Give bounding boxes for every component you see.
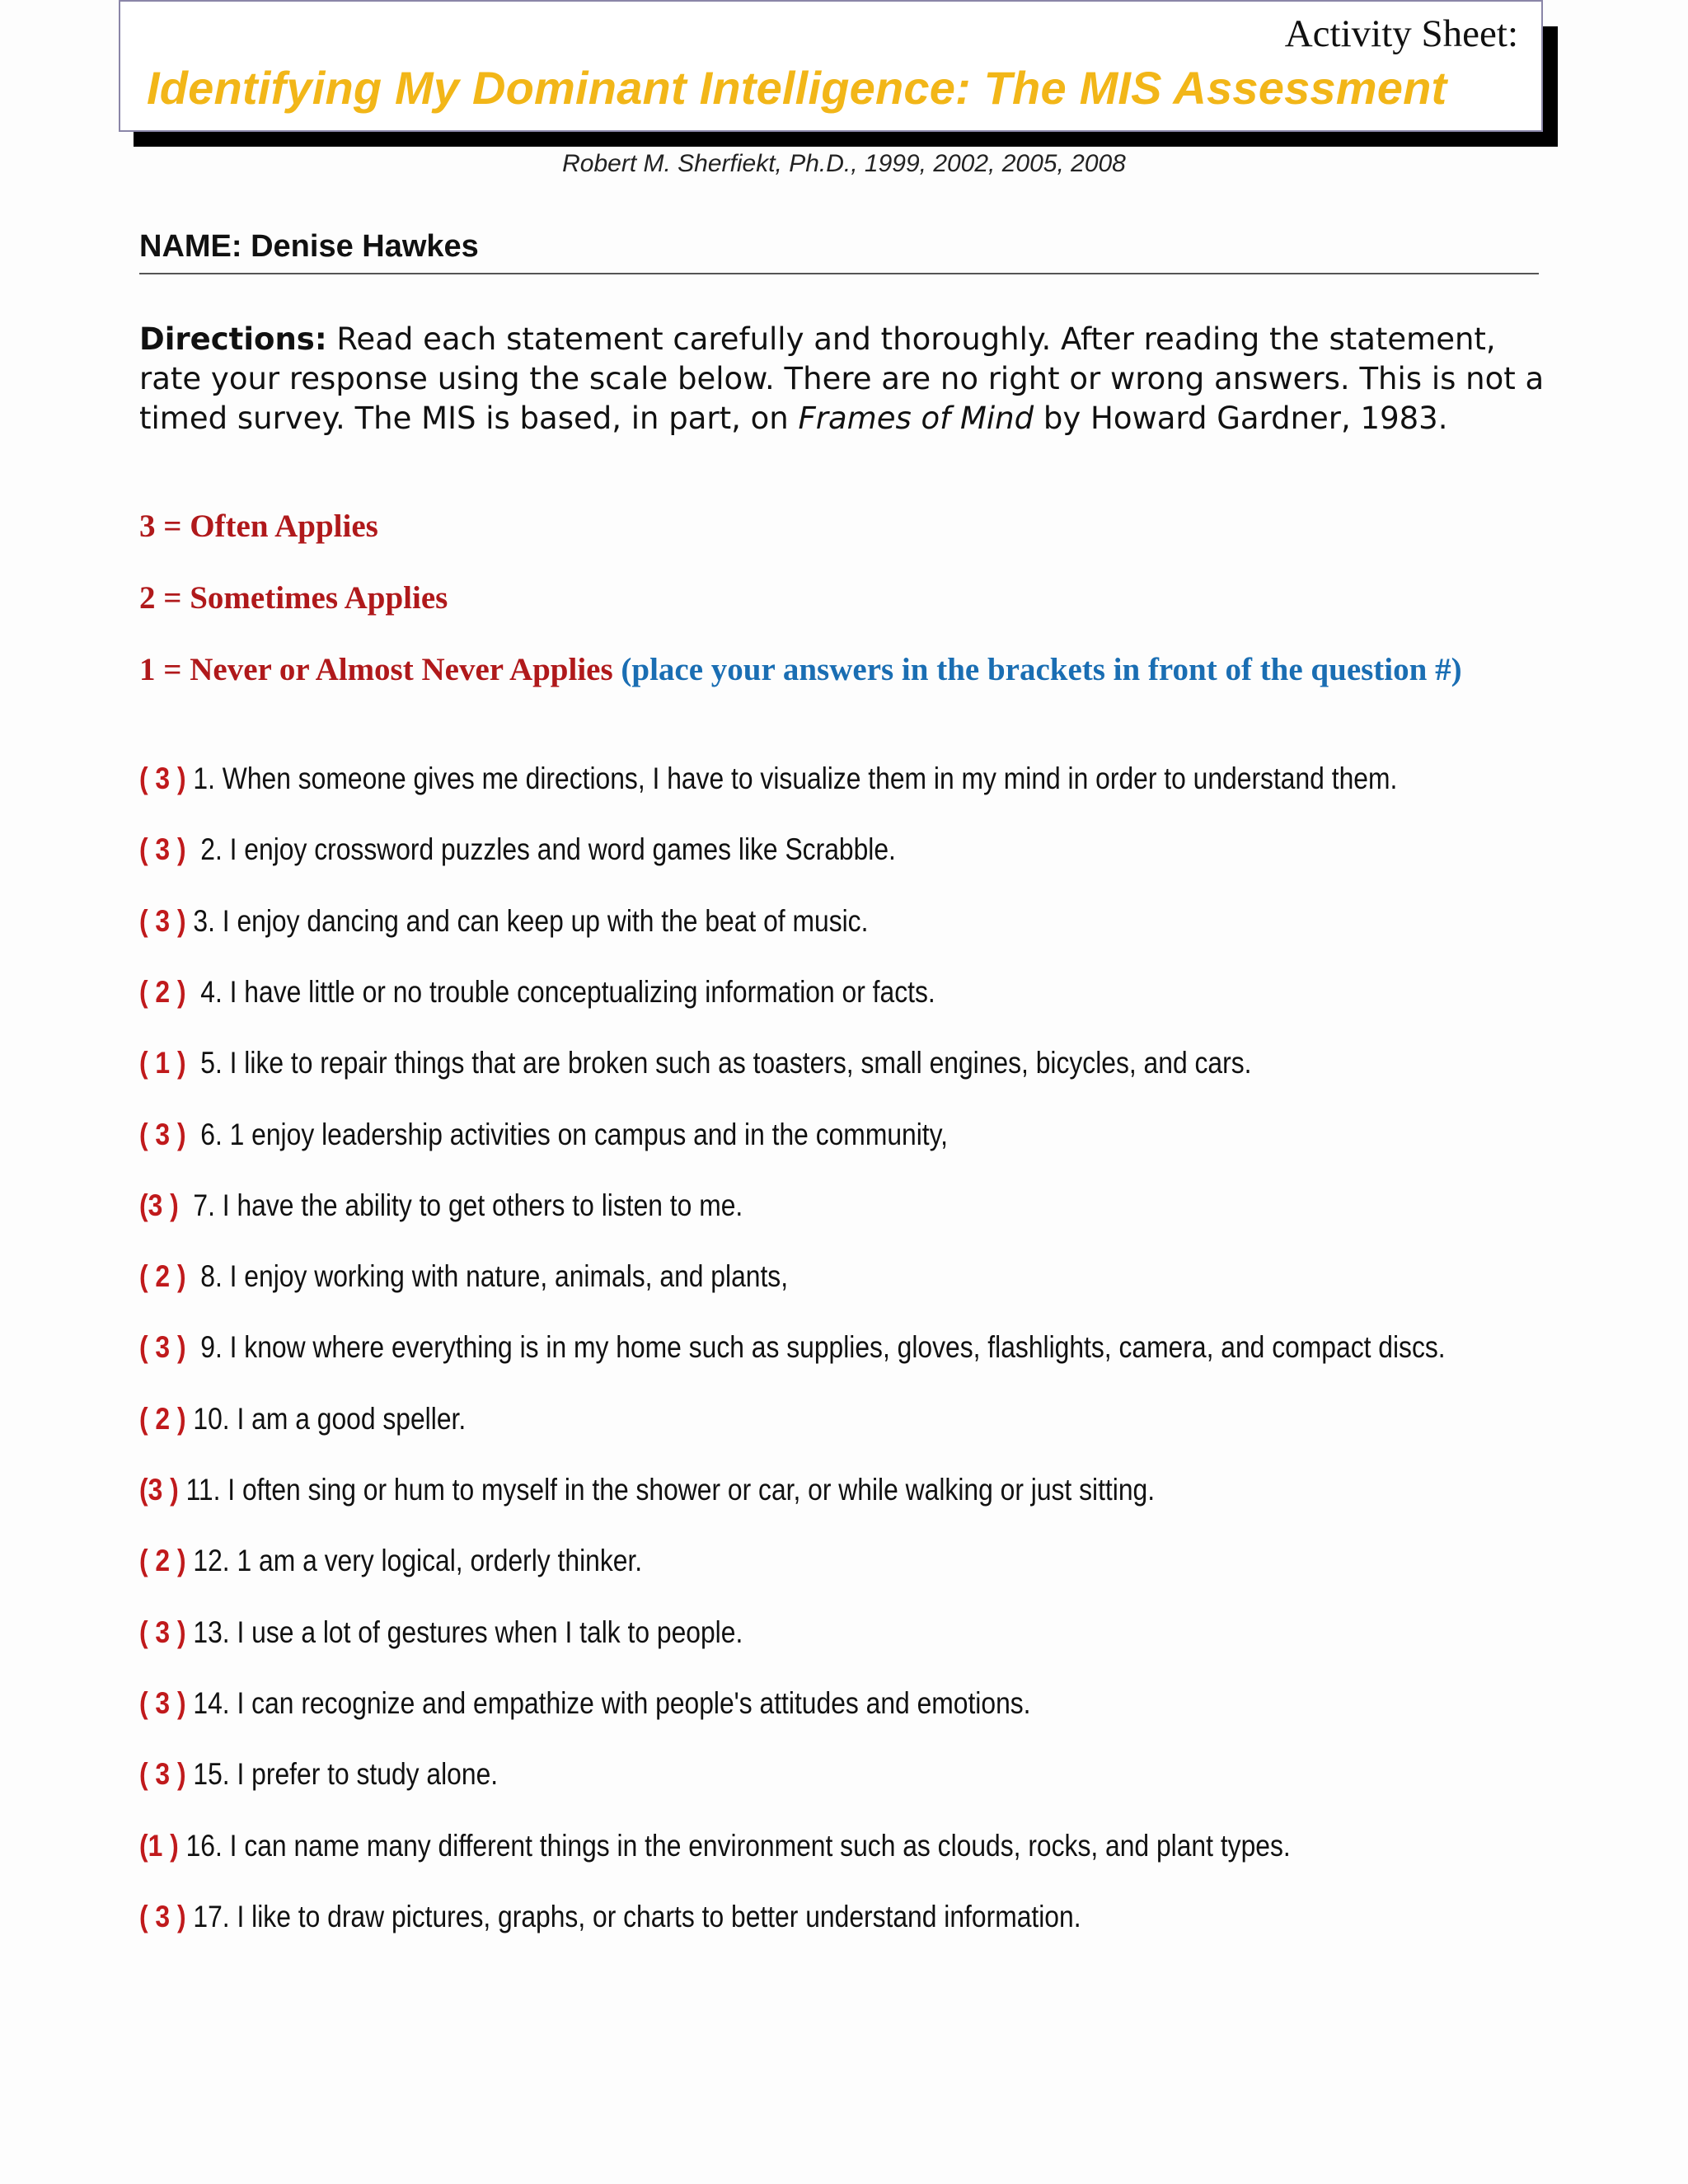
directions-label: Directions: [139, 321, 327, 357]
answer-bracket[interactable]: (3 ) [139, 1473, 179, 1507]
directions-text-1: Read each statement carefully and thoroughly. After reading the statement, rate your response using the scale below. There are no right or wrong answers. This is not a timed survey. The MIS is based, in part, on [139, 321, 1545, 436]
answer-bracket[interactable]: ( 3 ) [139, 903, 186, 938]
author-credit: Robert M. Sherfiekt, Ph.D., 1999, 2002, 2005, 2008 [562, 150, 1126, 177]
scale-often: 3 = Often Applies [139, 509, 378, 544]
directions-paragraph [139, 320, 1557, 438]
answer-bracket[interactable]: ( 3 ) [139, 762, 186, 795]
answer-bracket[interactable]: ( 3 ) [139, 1685, 186, 1720]
question-item [139, 904, 868, 939]
question-text: 11. I often sing or hum to myself in the shower or car, or while walking or just sitting. [178, 1473, 1156, 1507]
question-text: 13. I use a lot of gestures when I talk to people. [185, 1615, 743, 1649]
question-item [139, 832, 896, 867]
answer-bracket[interactable]: ( 3 ) [139, 1615, 186, 1649]
scale-note: (place your answers in the brackets in front of the question #) [621, 652, 1462, 687]
question-text: 15. I prefer to study alone. [185, 1757, 499, 1792]
question-text: 12. 1 am a very logical, orderly thinker. [185, 1544, 643, 1578]
question-text: 10. I am a good speller. [185, 1401, 467, 1436]
answer-bracket[interactable]: ( 3 ) [139, 1330, 186, 1365]
answer-bracket[interactable]: ( 1 ) [139, 1046, 186, 1080]
scale-sometimes: 2 = Sometimes Applies [139, 580, 448, 616]
question-text: 14. I can recognize and empathize with people's attitudes and emotions. [185, 1685, 1031, 1720]
question-item [139, 1330, 1446, 1365]
page-title: Identifying My Dominant Intelligence: The MIS Assessment [147, 62, 1447, 114]
answer-bracket[interactable]: ( 3 ) [139, 1757, 186, 1792]
question-item [139, 1259, 788, 1294]
directions-text-2: by Howard Gardner, 1983. [1034, 401, 1448, 436]
header-box [119, 0, 1543, 132]
question-item [139, 1757, 498, 1792]
question-text: 5. I like to repair things that are broken such as toasters, small engines, bicycles, and cars. [185, 1046, 1252, 1080]
question-text: 3. I enjoy dancing and can keep up with the beat of music. [185, 903, 869, 938]
question-item [139, 1900, 1081, 1934]
question-text: 16. I can name many different things in the environment such as clouds, rocks, and plant types. [178, 1828, 1291, 1863]
answer-bracket[interactable]: ( 2 ) [139, 1259, 186, 1294]
answer-bracket[interactable]: ( 2 ) [139, 1544, 186, 1578]
answer-bracket[interactable]: ( 3 ) [139, 1117, 186, 1151]
question-item [139, 1473, 1155, 1507]
student-name: NAME: Denise Hawkes [139, 229, 1539, 274]
question-item [139, 762, 1397, 796]
question-text: 2. I enjoy crossword puzzles and word games like Scrabble. [185, 832, 896, 867]
question-item [139, 1402, 466, 1436]
scale-never-row [139, 651, 1462, 688]
book-title: Frames of Mind [798, 401, 1034, 436]
question-item [139, 1046, 1251, 1080]
question-item [139, 1188, 743, 1223]
question-item [139, 975, 935, 1010]
answer-bracket[interactable]: ( 2 ) [139, 974, 186, 1009]
answer-bracket[interactable]: ( 3 ) [139, 1899, 186, 1933]
question-text: 1. When someone gives me directions, I have to visualize them in my mind in order to understand them. [185, 762, 1398, 795]
answer-bracket[interactable]: (1 ) [139, 1828, 179, 1863]
question-item [139, 1544, 642, 1578]
question-text: 7. I have the ability to get others to listen to me. [178, 1188, 743, 1222]
question-item [139, 1686, 1031, 1721]
question-item [139, 1118, 948, 1152]
answer-bracket[interactable]: (3 ) [139, 1188, 179, 1222]
question-item [139, 1829, 1291, 1863]
answer-bracket[interactable]: ( 2 ) [139, 1401, 186, 1436]
question-text: 17. I like to draw pictures, graphs, or charts to better understand information. [185, 1899, 1081, 1933]
question-text: 8. I enjoy working with nature, animals, and plants, [185, 1259, 789, 1294]
question-item [139, 1615, 743, 1650]
question-text: 6. 1 enjoy leadership activities on campus and in the community, [185, 1117, 949, 1151]
question-text: 4. I have little or no trouble conceptualizing information or facts. [185, 974, 935, 1009]
question-text: 9. I know where everything is in my home such as supplies, gloves, flashlights, camera, and compact discs. [185, 1330, 1446, 1365]
activity-sheet-label: Activity Sheet: [1284, 12, 1518, 55]
scale-never: 1 = Never or Almost Never Applies [139, 652, 613, 687]
answer-bracket[interactable]: ( 3 ) [139, 832, 186, 867]
